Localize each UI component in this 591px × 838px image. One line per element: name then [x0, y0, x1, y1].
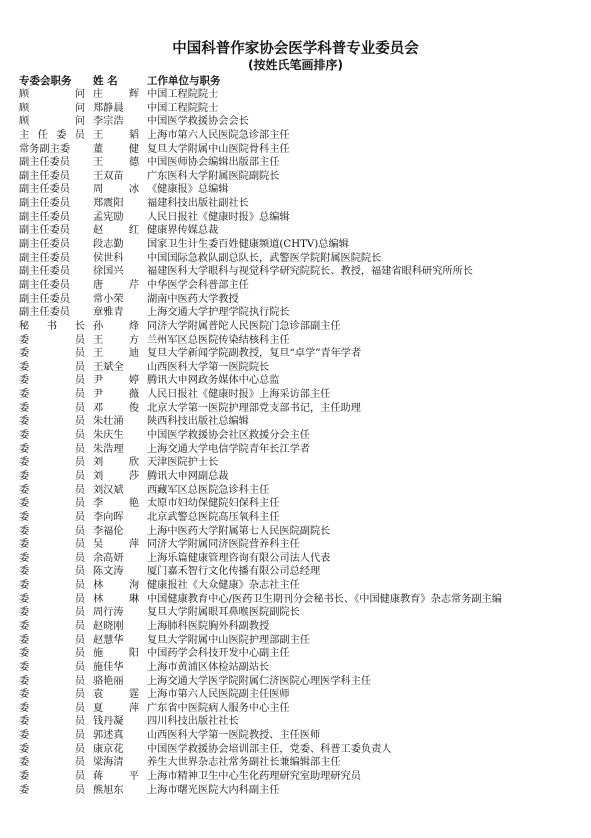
member-role: 委 员	[19, 566, 85, 578]
member-role: 秘 书 长	[19, 320, 85, 332]
member-org: 福建医科大学眼科与视觉科学研究院院长、教授，福建省眼科研究所所长	[147, 266, 473, 278]
table-row	[0, 279, 591, 293]
table-row	[0, 306, 591, 320]
member-role: 委 员	[19, 743, 85, 755]
table-row	[0, 661, 591, 675]
member-org: 上海市第六人民医院急诊部主任	[147, 129, 290, 141]
table-row	[0, 456, 591, 470]
member-role: 委 员	[19, 348, 85, 360]
member-role: 委 员	[19, 539, 85, 551]
header-org: 工作单位与职务	[147, 75, 221, 87]
member-role: 委 员	[19, 416, 85, 428]
member-name: 郭述真	[93, 730, 124, 742]
member-name: 林 琳	[93, 593, 139, 605]
member-name: 熊旭东	[93, 784, 124, 796]
member-org: 上海市精神卫生中心生化药理研究室助理研究员	[147, 771, 361, 783]
member-org: 健康界传媒总裁	[147, 225, 219, 237]
table-row	[0, 334, 591, 348]
table-row	[0, 702, 591, 716]
member-name: 赵慧华	[93, 634, 124, 646]
table-row	[0, 197, 591, 211]
member-role: 委 员	[19, 580, 85, 592]
member-role: 副主任委员	[19, 170, 70, 182]
member-org: 上海交通大学医学院附属仁济医院心理医学科主任	[147, 675, 372, 687]
member-role: 委 员	[19, 402, 85, 414]
table-row	[0, 579, 591, 593]
table-row	[0, 388, 591, 402]
member-name: 刘 莎	[93, 470, 139, 482]
member-role: 委 员	[19, 361, 85, 373]
member-name: 徐国兴	[93, 266, 124, 278]
member-org: 北京武警总医院高压氧科主任	[147, 511, 280, 523]
member-org: 上海交通大学电信学院青年长江学者	[147, 443, 310, 455]
table-row	[0, 688, 591, 702]
member-org: 山西医科大学第一医院教授、主任医师	[147, 730, 321, 742]
member-role: 顾 问	[19, 89, 85, 100]
table-row	[0, 143, 591, 157]
member-role: 主 任 委 员	[19, 129, 85, 141]
member-role: 委 员	[19, 334, 85, 346]
member-org: 中国工程院院士	[147, 89, 219, 100]
member-role: 顾 问	[19, 116, 85, 128]
table-row	[0, 606, 591, 620]
member-org: 上海中医药大学附属第七人民医院副院长	[147, 525, 331, 537]
member-role: 委 员	[19, 457, 85, 469]
table-row	[0, 224, 591, 238]
member-role: 委 员	[19, 634, 85, 646]
member-org: 上海乐篇健康管理咨询有限公司法人代表	[147, 552, 331, 564]
member-role: 副主任委员	[19, 184, 70, 196]
member-name: 朱浩理	[93, 443, 124, 455]
member-org: 上海肺科医院胸外科副教授	[147, 620, 270, 632]
member-org: 人民日报社《健康时报》总编辑	[147, 211, 290, 223]
member-role: 常务副主委	[19, 143, 70, 155]
member-name: 孟宪励	[93, 211, 124, 223]
table-row	[0, 525, 591, 539]
member-name: 郑静晨	[93, 102, 124, 114]
document-subtitle: (按姓氏笔画排序)	[248, 58, 343, 72]
member-org: 《健康报》总编辑	[147, 184, 229, 196]
member-name: 王 韬	[93, 129, 139, 141]
member-role: 委 员	[19, 484, 85, 496]
member-role: 委 员	[19, 498, 85, 510]
member-role: 委 员	[19, 730, 85, 742]
member-org: 中国医师协会编辑出版部主任	[147, 157, 280, 169]
table-row	[0, 770, 591, 784]
table-row	[0, 320, 591, 334]
member-org: 复旦大学新闻学院副教授，复旦“卓学”青年学者	[147, 348, 362, 360]
table-row	[0, 470, 591, 484]
member-name: 周 冰	[93, 184, 139, 196]
member-org: 中华医学会科普部主任	[147, 279, 249, 291]
table-row	[0, 743, 591, 757]
member-org: 上海交通大学护理学院执行院长	[147, 307, 290, 319]
member-role: 委 员	[19, 511, 85, 523]
member-role: 委 员	[19, 716, 85, 728]
member-org: 广东省中医院病人服务中心主任	[147, 702, 290, 714]
table-row	[0, 415, 591, 429]
member-role: 委 员	[19, 430, 85, 442]
member-role: 委 员	[19, 525, 85, 537]
member-name: 施佳华	[93, 661, 124, 673]
table-row	[0, 715, 591, 729]
table-row	[0, 347, 591, 361]
member-org: 复旦大学附属眼耳鼻喉医院副院长	[147, 607, 300, 619]
member-role: 委 员	[19, 784, 85, 796]
member-name: 唐 芹	[93, 279, 139, 291]
table-row	[0, 552, 591, 566]
member-org: 腾讯大申网副总裁	[147, 470, 229, 482]
member-org: 中国医学救援协会会长	[147, 116, 249, 128]
member-org: 上海市曙光医院大内科副主任	[147, 784, 280, 796]
member-org: 四川科技出版社社长	[147, 716, 239, 728]
member-role: 委 员	[19, 689, 85, 701]
member-org: 国家卫生计生委百姓健康频道(CHTV)总编辑	[147, 239, 349, 251]
member-org: 上海市第六人民医院副主任医师	[147, 689, 290, 701]
member-org: 湖南中医药大学教授	[147, 293, 239, 305]
member-name: 赵 红	[93, 225, 139, 237]
member-role: 委 员	[19, 661, 85, 673]
table-row	[0, 511, 591, 525]
member-name: 王 方	[93, 334, 139, 346]
table-row	[0, 538, 591, 552]
member-name: 王斌全	[93, 361, 124, 373]
member-name: 蒋 平	[93, 771, 139, 783]
member-role: 委 员	[19, 771, 85, 783]
member-role: 委 员	[19, 607, 85, 619]
table-row	[0, 238, 591, 252]
table-row	[0, 784, 591, 798]
member-name: 陈文涛	[93, 566, 124, 578]
table-row	[0, 156, 591, 170]
table-row	[0, 293, 591, 307]
member-org: 广东医科大学附属医院副院长	[147, 170, 280, 182]
member-name: 康京花	[93, 743, 124, 755]
member-org: 中国健康教育中心/医药卫生期刊分会秘书长、《中国健康教育》杂志常务副主编	[147, 593, 502, 605]
member-org: 同济大学附属普陀人民医院门急诊部副主任	[147, 320, 341, 332]
member-name: 郑震阳	[93, 198, 124, 210]
member-name: 周行涛	[93, 607, 124, 619]
table-row	[0, 88, 591, 102]
member-role: 委 员	[19, 443, 85, 455]
member-name: 朱壮涌	[93, 416, 124, 428]
member-org: 中国工程院院士	[147, 102, 219, 114]
member-org: 腾讯大申网政务媒体中心总监	[147, 375, 280, 387]
member-role: 副主任委员	[19, 279, 70, 291]
member-org: 健康报社《大众健康》杂志社主任	[147, 580, 300, 592]
member-name: 林 洵	[93, 580, 139, 592]
table-row	[0, 756, 591, 770]
member-name: 梁海清	[93, 757, 124, 769]
member-role: 副主任委员	[19, 198, 70, 210]
member-org: 山西医科大学第一医院院长	[147, 361, 270, 373]
member-table	[0, 88, 591, 797]
member-role: 副主任委员	[19, 157, 70, 169]
member-name: 夏 萍	[93, 702, 139, 714]
member-role: 委 员	[19, 620, 85, 632]
member-name: 王双苗	[93, 170, 124, 182]
member-role: 委 员	[19, 552, 85, 564]
member-role: 副主任委员	[19, 252, 70, 264]
table-row	[0, 252, 591, 266]
member-name: 孙 烽	[93, 320, 139, 332]
member-role: 委 员	[19, 675, 85, 687]
table-row	[0, 211, 591, 225]
member-role: 副主任委员	[19, 266, 70, 278]
member-name: 段志勤	[93, 239, 124, 251]
member-org: 中国药学会科技开发中心副主任	[147, 648, 290, 660]
member-org: 人民日报社《健康时报》上海采访部主任	[147, 389, 331, 401]
member-role: 委 员	[19, 702, 85, 714]
member-role: 顾 问	[19, 102, 85, 114]
member-org: 天津医院护士长	[147, 457, 219, 469]
member-org: 复旦大学附属中山医院骨科主任	[147, 143, 290, 155]
table-row	[0, 374, 591, 388]
table-row	[0, 484, 591, 498]
table-row	[0, 675, 591, 689]
table-row	[0, 497, 591, 511]
document-title: 中国科普作家协会医学科普专业委员会	[172, 41, 419, 57]
table-row	[0, 402, 591, 416]
table-header	[0, 74, 591, 88]
member-role: 委 员	[19, 757, 85, 769]
member-name: 侯世科	[93, 252, 124, 264]
member-org: 中国医学救援协会社区救援分会主任	[147, 430, 310, 442]
table-row	[0, 634, 591, 648]
table-row	[0, 443, 591, 457]
header-role: 专委会职务	[19, 75, 72, 87]
member-org: 北京大学第一医院护理部党支部书记，主任助理	[147, 402, 361, 414]
member-name: 尹 薇	[93, 389, 139, 401]
member-name: 骆艳丽	[93, 675, 124, 687]
member-role: 副主任委员	[19, 239, 70, 251]
member-name: 邓 俊	[93, 402, 139, 414]
table-row	[0, 565, 591, 579]
member-name: 朱庆生	[93, 430, 124, 442]
member-org: 陕西科技出版社总编辑	[147, 416, 249, 428]
table-row	[0, 183, 591, 197]
member-role: 副主任委员	[19, 225, 70, 237]
member-name: 余高妍	[93, 552, 124, 564]
header-name: 姓 名	[93, 75, 118, 87]
table-row	[0, 361, 591, 375]
member-org: 太原市妇幼保健院妇保科主任	[147, 498, 280, 510]
member-name: 庄 辉	[93, 89, 139, 100]
table-row	[0, 729, 591, 743]
member-role: 委 员	[19, 648, 85, 660]
table-row	[0, 115, 591, 129]
member-name: 李 艳	[93, 498, 139, 510]
member-role: 副主任委员	[19, 211, 70, 223]
member-name: 李宗浩	[93, 116, 124, 128]
member-org: 中国医学救援协会培训部主任，党委、科普工委负责人	[147, 743, 392, 755]
member-name: 施 阳	[93, 648, 139, 660]
member-name: 尹 婷	[93, 375, 139, 387]
member-name: 刘 欣	[93, 457, 139, 469]
table-row	[0, 129, 591, 143]
table-row	[0, 429, 591, 443]
member-role: 委 员	[19, 389, 85, 401]
member-name: 董 健	[93, 143, 139, 155]
table-row	[0, 170, 591, 184]
member-role: 副主任委员	[19, 307, 70, 319]
member-name: 王 德	[93, 157, 139, 169]
member-name: 章雅青	[93, 307, 124, 319]
member-role: 副主任委员	[19, 293, 70, 305]
member-name: 常小荣	[93, 293, 124, 305]
member-org: 复旦大学附属中山医院护理部副主任	[147, 634, 310, 646]
member-org: 西藏军区总医院急诊科主任	[147, 484, 270, 496]
member-org: 养生大世界杂志社常务副社长兼编辑部主任	[147, 757, 341, 769]
table-row	[0, 647, 591, 661]
member-org: 同济大学附属同济医院营养科主任	[147, 539, 300, 551]
member-org: 上海市黄浦区体检站副站长	[147, 661, 270, 673]
table-row	[0, 620, 591, 634]
member-role: 委 员	[19, 375, 85, 387]
member-name: 王 迪	[93, 348, 139, 360]
member-name: 吴 萍	[93, 539, 139, 551]
member-org: 中国国际急救队副总队长，武警医学院附属医院院长	[147, 252, 382, 264]
member-org: 福建科技出版社副社长	[147, 198, 249, 210]
table-row	[0, 265, 591, 279]
member-role: 委 员	[19, 593, 85, 605]
member-role: 委 员	[19, 470, 85, 482]
member-name: 赵晓刚	[93, 620, 124, 632]
table-row	[0, 102, 591, 116]
member-name: 李福伦	[93, 525, 124, 537]
member-name: 袁 霆	[93, 689, 139, 701]
member-name: 李向晖	[93, 511, 124, 523]
member-name: 刘汉斌	[93, 484, 124, 496]
member-org: 兰州军区总医院传染结核科主任	[147, 334, 290, 346]
table-row	[0, 593, 591, 607]
member-name: 钱丹凝	[93, 716, 124, 728]
member-org: 厦门嘉禾智行文化传播有限公司总经理	[147, 566, 321, 578]
